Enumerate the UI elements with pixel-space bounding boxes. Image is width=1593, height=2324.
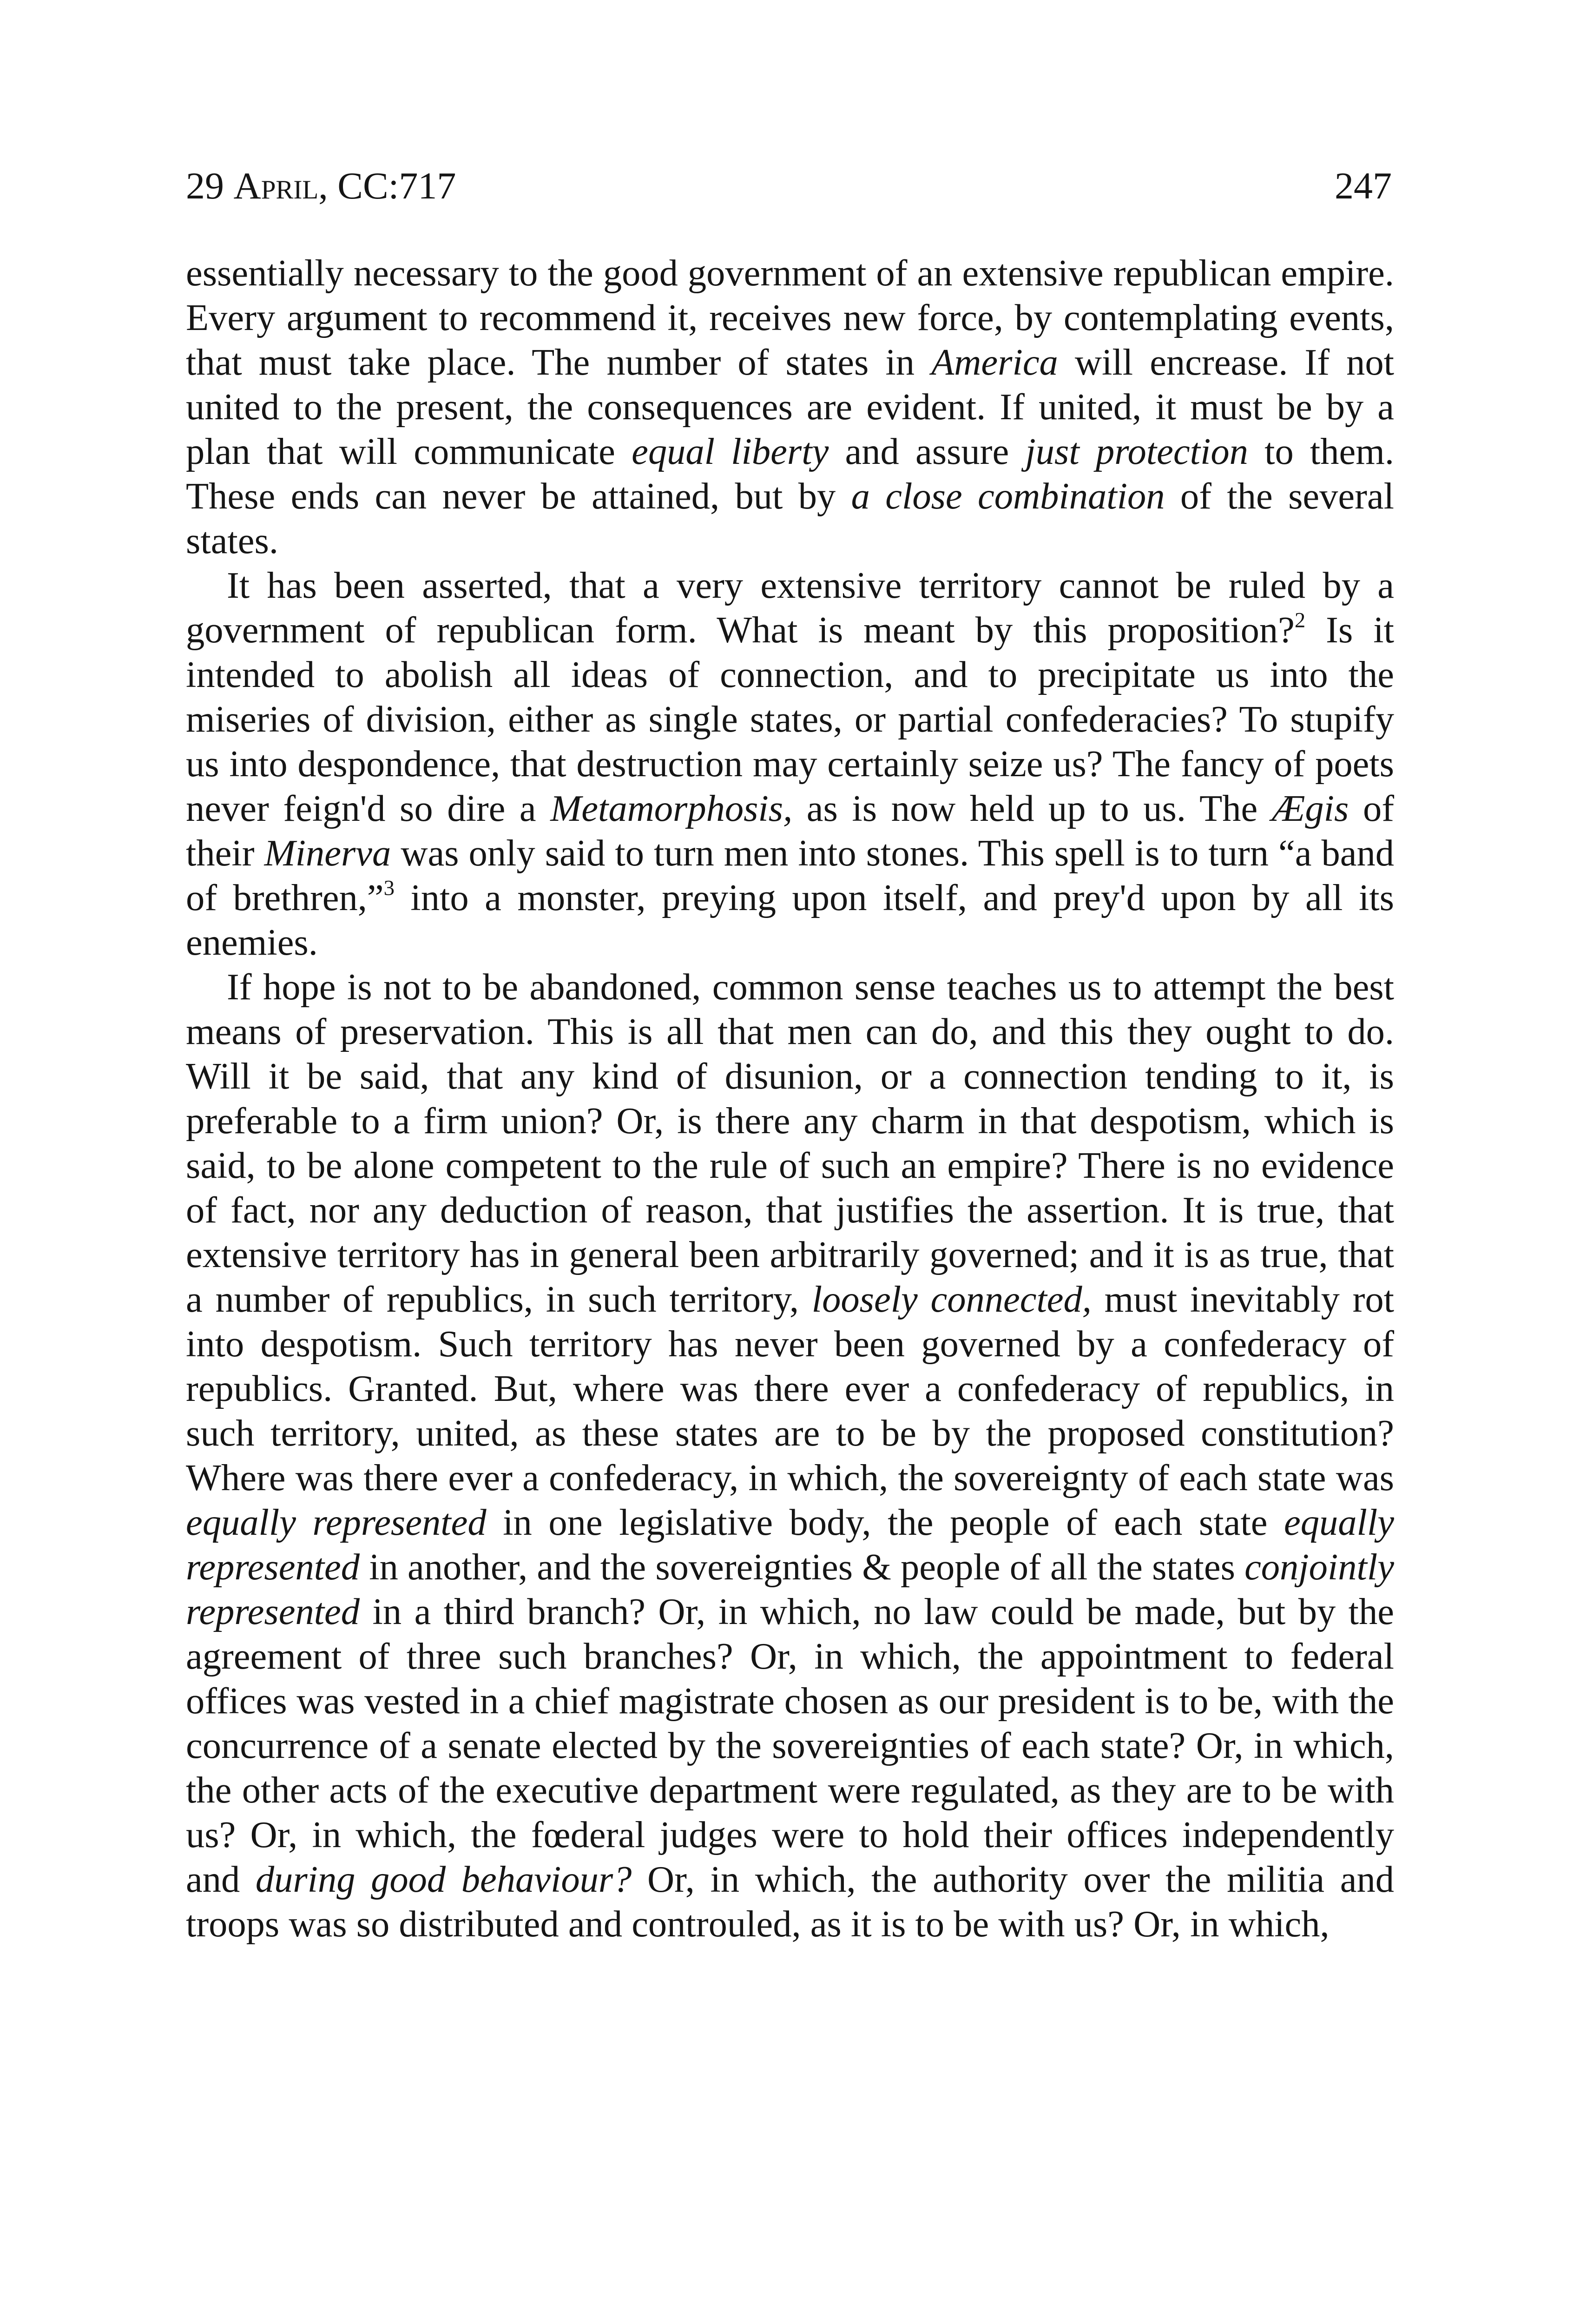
running-head-date: 29 [186, 165, 234, 207]
text-run: Is it intended to abolish all ideas of connection, and to precipitate us into the miseries of division, either as single states, or partial confederacies? To stupify us into despondence, that destruction may certainly seize us? The fancy of poets never feign'd so dire a [186, 609, 1394, 829]
running-head-left [186, 160, 456, 211]
italic-text: loosely connected, [811, 1279, 1092, 1320]
italic-text: during good behaviour? [255, 1859, 632, 1900]
text-run: of their [186, 788, 1394, 874]
text-run: will encrease. If not united to the present, the consequences are evident. If united, it must be by a plan that will communicate [186, 342, 1394, 472]
text-run: in a third branch? Or, in which, no law could be made, but by the agreement of three such branches? Or, in which, the appointment to federal offices was vested in a chief magistrate chosen as our president is to be, with the concurrence of a senate elected by the sovereignties of each state? Or, in which, the other acts of the executive department were regulated, as they are to be with us? Or, in which, the fœderal judges were to hold their offices independently and [186, 1591, 1394, 1900]
text-run: essentially necessary to the good government of an extensive republican empire. Every argument to recommend it, receives new force, by contemplating events, that must take place. The number of states in [186, 252, 1394, 383]
text-run: Or, in which, the authority over the militia and troops was so distributed and controuled, as it is to be with us? Or, in which, [186, 1859, 1394, 1945]
paragraph [186, 251, 1394, 563]
italic-text: equal liberty [632, 431, 829, 472]
text-run: to them. These ends can never be attained, but by [186, 431, 1395, 517]
page-number: 247 [1335, 165, 1392, 207]
running-head [186, 160, 1392, 211]
text-run: as is now held up to us. The [792, 788, 1272, 829]
italic-text: Ægis [1271, 788, 1349, 829]
text-run: in one legislative body, the people of each state [486, 1502, 1284, 1543]
paragraph [186, 965, 1394, 1947]
running-head-doc-ref: , CC:717 [318, 165, 456, 207]
italic-text: equally represented [186, 1502, 1394, 1588]
text-run: of the several states. [186, 475, 1395, 561]
italic-text: America [931, 342, 1058, 383]
text-run: was only said to turn men into stones. This spell is to turn “a band of brethren,” [186, 832, 1394, 918]
footnote-reference: 2 [1294, 608, 1306, 633]
italic-text: conjointly represented [186, 1546, 1394, 1632]
text-run: If hope is not to be abandoned, common sense teaches us to attempt the best means of preservation. This is all that men can do, and this they ought to do. Will it be said, that any kind of disunion, or a connection tending to it, is preferable to a firm union? Or, is there any charm in that despotism, which is said, to be alone competent to the rule of such an empire? There is no evidence of fact, nor any deduction of reason, that justifies the assertion. It is true, that extensive territory has in general been arbitrarily governed; and it is as true, that a number of republics, in such territory, [186, 966, 1394, 1320]
text-run: in another, and the sovereignties & people of all the states [360, 1546, 1245, 1588]
italic-text: Metamorphosis, [550, 788, 793, 829]
text-run: and assure [829, 431, 1026, 472]
paragraph [186, 563, 1394, 965]
body-text [186, 251, 1394, 1947]
text-run: into a monster, preying upon itself, and prey'd upon by all its enemies. [186, 877, 1394, 963]
text-run: It has been asserted, that a very extensive territory cannot be ruled by a government of republican form. What is meant by this proposition? [186, 565, 1394, 651]
footnote-reference: 3 [383, 876, 395, 900]
text-run: must inevitably rot into despotism. Such territory has never been governed by a confederacy of republics. Granted. But, where was there ever a confederacy of republics, in such territory, united, as these states are to be by the proposed constitution? Where was there ever a confederacy, in which, the sovereignty of each state was [186, 1279, 1394, 1499]
italic-text: equally represented [186, 1502, 487, 1543]
italic-text: just protection [1025, 431, 1248, 472]
running-head-month: April [233, 165, 319, 207]
italic-text: a close combination [851, 475, 1165, 517]
italic-text: Minerva [264, 832, 391, 874]
